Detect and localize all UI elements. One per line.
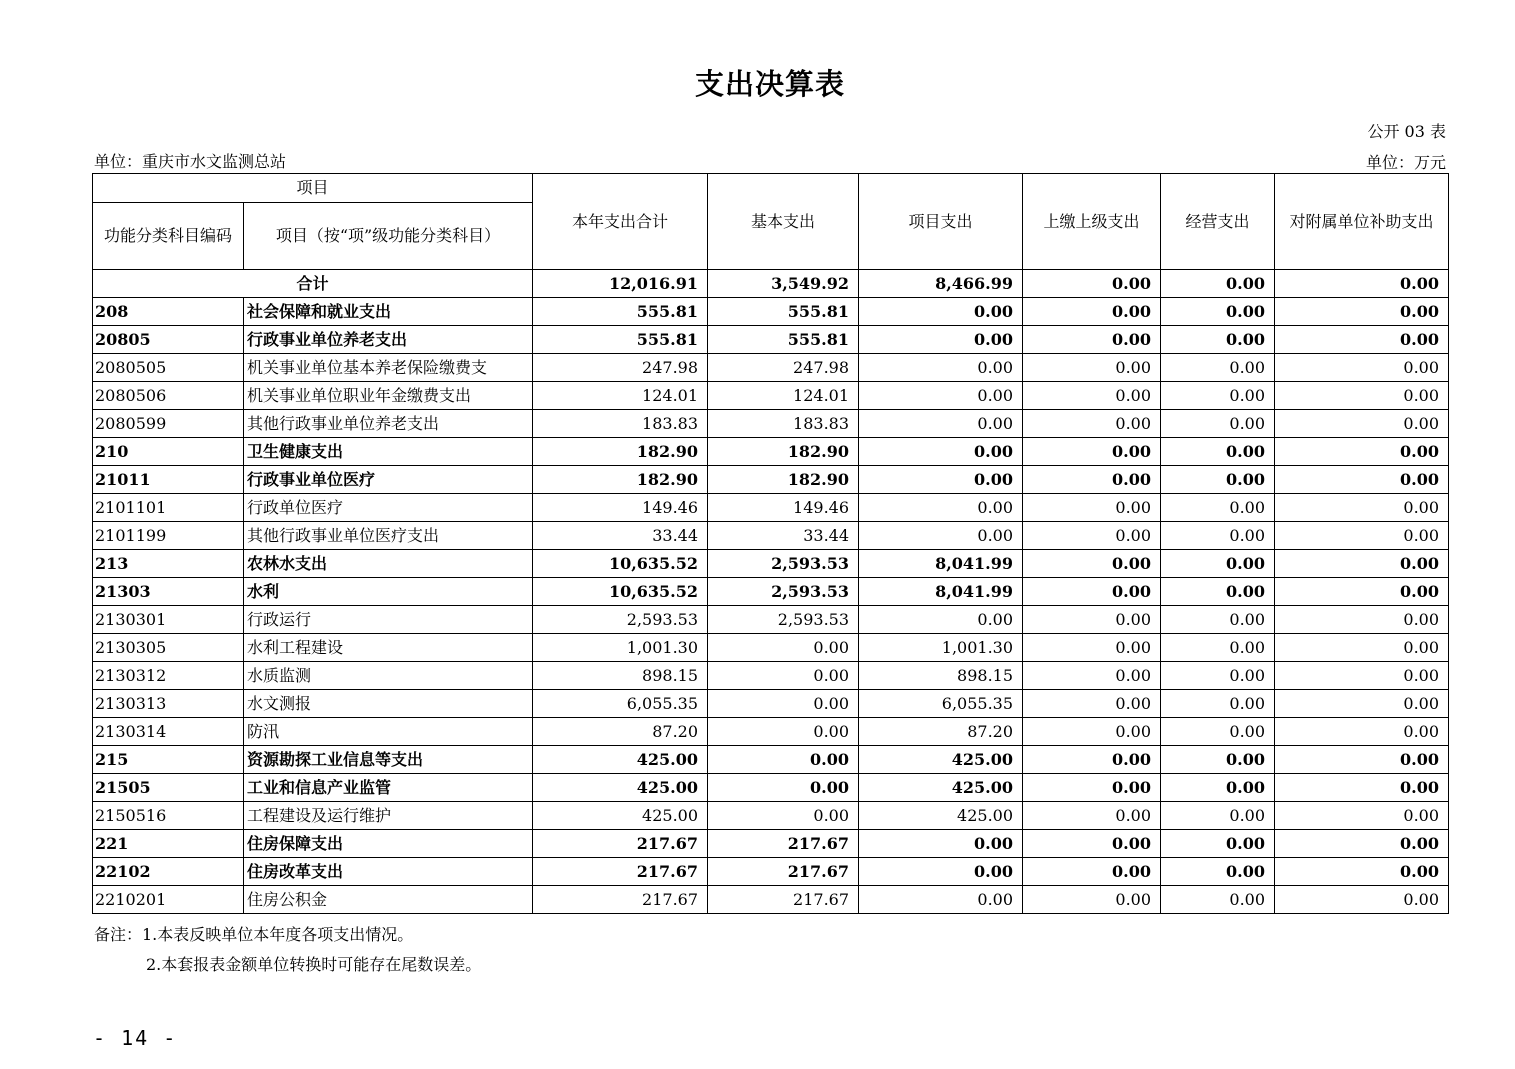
header-basic: 基本支出 bbox=[708, 174, 859, 270]
cell-basic: 0.00 bbox=[708, 774, 859, 802]
cell-total: 217.67 bbox=[533, 858, 708, 886]
cell-total: 555.81 bbox=[533, 298, 708, 326]
cell-code: 221 bbox=[93, 830, 244, 858]
cell-subsidy: 0.00 bbox=[1275, 466, 1449, 494]
total-cell-basic: 3,549.92 bbox=[708, 270, 859, 298]
cell-total: 425.00 bbox=[533, 774, 708, 802]
cell-basic: 183.83 bbox=[708, 410, 859, 438]
cell-basic: 0.00 bbox=[708, 634, 859, 662]
total-cell-subsidy: 0.00 bbox=[1275, 270, 1449, 298]
cell-total: 87.20 bbox=[533, 718, 708, 746]
cell-upper: 0.00 bbox=[1023, 634, 1161, 662]
cell-business: 0.00 bbox=[1161, 354, 1275, 382]
cell-basic: 124.01 bbox=[708, 382, 859, 410]
cell-total: 425.00 bbox=[533, 746, 708, 774]
cell-basic: 2,593.53 bbox=[708, 578, 859, 606]
cell-name: 工业和信息产业监管 bbox=[244, 774, 533, 802]
cell-total: 555.81 bbox=[533, 326, 708, 354]
header-project-expense: 项目支出 bbox=[859, 174, 1023, 270]
cell-upper: 0.00 bbox=[1023, 354, 1161, 382]
cell-business: 0.00 bbox=[1161, 634, 1275, 662]
cell-project-exp: 898.15 bbox=[859, 662, 1023, 690]
table-row bbox=[93, 410, 1449, 438]
cell-business: 0.00 bbox=[1161, 410, 1275, 438]
cell-business: 0.00 bbox=[1161, 494, 1275, 522]
cell-name: 住房改革支出 bbox=[244, 858, 533, 886]
cell-code: 2130305 bbox=[93, 634, 244, 662]
cell-code: 2130313 bbox=[93, 690, 244, 718]
page-number: - 14 - bbox=[93, 1026, 178, 1050]
cell-subsidy: 0.00 bbox=[1275, 634, 1449, 662]
cell-code: 21505 bbox=[93, 774, 244, 802]
cell-basic: 217.67 bbox=[708, 886, 859, 914]
cell-business: 0.00 bbox=[1161, 522, 1275, 550]
cell-upper: 0.00 bbox=[1023, 886, 1161, 914]
cell-subsidy: 0.00 bbox=[1275, 830, 1449, 858]
cell-basic: 182.90 bbox=[708, 438, 859, 466]
cell-project-exp: 0.00 bbox=[859, 886, 1023, 914]
cell-basic: 0.00 bbox=[708, 746, 859, 774]
cell-business: 0.00 bbox=[1161, 662, 1275, 690]
page-title: 支出决算表 bbox=[694, 67, 845, 101]
cell-subsidy: 0.00 bbox=[1275, 326, 1449, 354]
cell-total: 898.15 bbox=[533, 662, 708, 690]
note-line-2: 2.本套报表金额单位转换时可能存在尾数误差。 bbox=[146, 955, 482, 974]
cell-subsidy: 0.00 bbox=[1275, 382, 1449, 410]
cell-name: 行政事业单位养老支出 bbox=[244, 326, 533, 354]
cell-name: 机关事业单位职业年金缴费支出 bbox=[244, 382, 533, 410]
cell-business: 0.00 bbox=[1161, 382, 1275, 410]
header-business: 经营支出 bbox=[1161, 174, 1275, 270]
table-row bbox=[93, 774, 1449, 802]
cell-name: 住房公积金 bbox=[244, 886, 533, 914]
cell-business: 0.00 bbox=[1161, 438, 1275, 466]
total-cell-project: 8,466.99 bbox=[859, 270, 1023, 298]
cell-total: 10,635.52 bbox=[533, 550, 708, 578]
cell-project-exp: 0.00 bbox=[859, 830, 1023, 858]
cell-project-exp: 0.00 bbox=[859, 466, 1023, 494]
cell-project-exp: 8,041.99 bbox=[859, 550, 1023, 578]
cell-name: 防汛 bbox=[244, 718, 533, 746]
cell-name: 机关事业单位基本养老保险缴费支 bbox=[244, 354, 533, 382]
cell-business: 0.00 bbox=[1161, 298, 1275, 326]
cell-project-exp: 425.00 bbox=[859, 746, 1023, 774]
table-row bbox=[93, 466, 1449, 494]
cell-code: 21011 bbox=[93, 466, 244, 494]
table-row bbox=[93, 522, 1449, 550]
table-row bbox=[93, 830, 1449, 858]
total-label: 合计 bbox=[93, 270, 533, 298]
expenditure-table bbox=[92, 173, 1449, 914]
table-row bbox=[93, 354, 1449, 382]
cell-upper: 0.00 bbox=[1023, 410, 1161, 438]
cell-total: 183.83 bbox=[533, 410, 708, 438]
cell-project-exp: 8,041.99 bbox=[859, 578, 1023, 606]
cell-upper: 0.00 bbox=[1023, 746, 1161, 774]
cell-code: 2210201 bbox=[93, 886, 244, 914]
cell-basic: 247.98 bbox=[708, 354, 859, 382]
cell-total: 217.67 bbox=[533, 830, 708, 858]
cell-project-exp: 6,055.35 bbox=[859, 690, 1023, 718]
cell-total: 33.44 bbox=[533, 522, 708, 550]
cell-basic: 555.81 bbox=[708, 326, 859, 354]
cell-basic: 149.46 bbox=[708, 494, 859, 522]
table-row bbox=[93, 858, 1449, 886]
cell-business: 0.00 bbox=[1161, 774, 1275, 802]
cell-code: 2101101 bbox=[93, 494, 244, 522]
cell-project-exp: 0.00 bbox=[859, 354, 1023, 382]
cell-upper: 0.00 bbox=[1023, 858, 1161, 886]
table-row bbox=[93, 690, 1449, 718]
cell-total: 425.00 bbox=[533, 802, 708, 830]
table-row bbox=[93, 746, 1449, 774]
table-row bbox=[93, 662, 1449, 690]
cell-name: 其他行政事业单位医疗支出 bbox=[244, 522, 533, 550]
cell-upper: 0.00 bbox=[1023, 466, 1161, 494]
cell-business: 0.00 bbox=[1161, 886, 1275, 914]
cell-basic: 0.00 bbox=[708, 690, 859, 718]
cell-total: 217.67 bbox=[533, 886, 708, 914]
cell-project-exp: 87.20 bbox=[859, 718, 1023, 746]
cell-upper: 0.00 bbox=[1023, 550, 1161, 578]
header-subsidy: 对附属单位补助支出 bbox=[1275, 174, 1449, 270]
cell-subsidy: 0.00 bbox=[1275, 550, 1449, 578]
cell-upper: 0.00 bbox=[1023, 718, 1161, 746]
unit-organization: 单位：重庆市水文监测总站 bbox=[94, 152, 287, 171]
total-cell-total: 12,016.91 bbox=[533, 270, 708, 298]
cell-project-exp: 425.00 bbox=[859, 774, 1023, 802]
cell-project-exp: 0.00 bbox=[859, 522, 1023, 550]
cell-total: 10,635.52 bbox=[533, 578, 708, 606]
cell-business: 0.00 bbox=[1161, 466, 1275, 494]
cell-business: 0.00 bbox=[1161, 606, 1275, 634]
cell-name: 水利 bbox=[244, 578, 533, 606]
cell-name: 农林水支出 bbox=[244, 550, 533, 578]
cell-name: 行政事业单位医疗 bbox=[244, 466, 533, 494]
cell-name: 工程建设及运行维护 bbox=[244, 802, 533, 830]
table-row bbox=[93, 578, 1449, 606]
cell-upper: 0.00 bbox=[1023, 830, 1161, 858]
cell-basic: 182.90 bbox=[708, 466, 859, 494]
cell-basic: 0.00 bbox=[708, 802, 859, 830]
cell-name: 卫生健康支出 bbox=[244, 438, 533, 466]
cell-project-exp: 0.00 bbox=[859, 298, 1023, 326]
cell-basic: 2,593.53 bbox=[708, 550, 859, 578]
cell-basic: 0.00 bbox=[708, 662, 859, 690]
cell-code: 215 bbox=[93, 746, 244, 774]
cell-subsidy: 0.00 bbox=[1275, 746, 1449, 774]
cell-name: 行政单位医疗 bbox=[244, 494, 533, 522]
cell-subsidy: 0.00 bbox=[1275, 690, 1449, 718]
cell-subsidy: 0.00 bbox=[1275, 774, 1449, 802]
cell-code: 20805 bbox=[93, 326, 244, 354]
cell-name: 社会保障和就业支出 bbox=[244, 298, 533, 326]
cell-name: 水质监测 bbox=[244, 662, 533, 690]
cell-code: 2150516 bbox=[93, 802, 244, 830]
total-cell-upper: 0.00 bbox=[1023, 270, 1161, 298]
cell-code: 2101199 bbox=[93, 522, 244, 550]
cell-total: 247.98 bbox=[533, 354, 708, 382]
cell-subsidy: 0.00 bbox=[1275, 494, 1449, 522]
cell-upper: 0.00 bbox=[1023, 690, 1161, 718]
cell-subsidy: 0.00 bbox=[1275, 438, 1449, 466]
cell-total: 182.90 bbox=[533, 438, 708, 466]
cell-business: 0.00 bbox=[1161, 802, 1275, 830]
header-upper: 上缴上级支出 bbox=[1023, 174, 1161, 270]
cell-total: 149.46 bbox=[533, 494, 708, 522]
cell-business: 0.00 bbox=[1161, 550, 1275, 578]
cell-code: 2130314 bbox=[93, 718, 244, 746]
cell-basic: 217.67 bbox=[708, 858, 859, 886]
cell-upper: 0.00 bbox=[1023, 774, 1161, 802]
cell-business: 0.00 bbox=[1161, 830, 1275, 858]
cell-total: 2,593.53 bbox=[533, 606, 708, 634]
header-name: 项目（按“项”级功能分类科目） bbox=[244, 203, 533, 270]
cell-name: 资源勘探工业信息等支出 bbox=[244, 746, 533, 774]
cell-upper: 0.00 bbox=[1023, 662, 1161, 690]
cell-business: 0.00 bbox=[1161, 326, 1275, 354]
cell-name: 住房保障支出 bbox=[244, 830, 533, 858]
cell-subsidy: 0.00 bbox=[1275, 606, 1449, 634]
cell-business: 0.00 bbox=[1161, 690, 1275, 718]
cell-total: 6,055.35 bbox=[533, 690, 708, 718]
cell-name: 行政运行 bbox=[244, 606, 533, 634]
table-row bbox=[93, 718, 1449, 746]
notes bbox=[94, 920, 481, 980]
cell-subsidy: 0.00 bbox=[1275, 578, 1449, 606]
cell-business: 0.00 bbox=[1161, 578, 1275, 606]
cell-upper: 0.00 bbox=[1023, 606, 1161, 634]
header-code: 功能分类科目编码 bbox=[93, 203, 244, 270]
table-row bbox=[93, 298, 1449, 326]
header-row-top bbox=[93, 174, 1449, 203]
header-total: 本年支出合计 bbox=[533, 174, 708, 270]
table-row bbox=[93, 606, 1449, 634]
cell-total: 182.90 bbox=[533, 466, 708, 494]
cell-business: 0.00 bbox=[1161, 746, 1275, 774]
cell-business: 0.00 bbox=[1161, 718, 1275, 746]
table-row bbox=[93, 494, 1449, 522]
cell-subsidy: 0.00 bbox=[1275, 522, 1449, 550]
cell-upper: 0.00 bbox=[1023, 438, 1161, 466]
cell-subsidy: 0.00 bbox=[1275, 662, 1449, 690]
cell-subsidy: 0.00 bbox=[1275, 410, 1449, 438]
cell-total: 124.01 bbox=[533, 382, 708, 410]
table-row bbox=[93, 886, 1449, 914]
cell-total: 1,001.30 bbox=[533, 634, 708, 662]
cell-name: 其他行政事业单位养老支出 bbox=[244, 410, 533, 438]
total-cell-business: 0.00 bbox=[1161, 270, 1275, 298]
table-row bbox=[93, 438, 1449, 466]
total-row bbox=[93, 270, 1449, 298]
cell-subsidy: 0.00 bbox=[1275, 354, 1449, 382]
cell-project-exp: 0.00 bbox=[859, 410, 1023, 438]
cell-basic: 0.00 bbox=[708, 718, 859, 746]
form-number: 公开 03 表 bbox=[1367, 122, 1446, 141]
cell-project-exp: 0.00 bbox=[859, 326, 1023, 354]
cell-upper: 0.00 bbox=[1023, 522, 1161, 550]
cell-basic: 2,593.53 bbox=[708, 606, 859, 634]
cell-basic: 555.81 bbox=[708, 298, 859, 326]
cell-code: 210 bbox=[93, 438, 244, 466]
cell-project-exp: 0.00 bbox=[859, 494, 1023, 522]
cell-upper: 0.00 bbox=[1023, 494, 1161, 522]
table-row bbox=[93, 802, 1449, 830]
header-project: 项目 bbox=[93, 174, 533, 203]
cell-code: 2130301 bbox=[93, 606, 244, 634]
cell-project-exp: 1,001.30 bbox=[859, 634, 1023, 662]
note-line-1: 备注：1.本表反映单位本年度各项支出情况。 bbox=[94, 925, 414, 944]
cell-name: 水利工程建设 bbox=[244, 634, 533, 662]
cell-code: 2080599 bbox=[93, 410, 244, 438]
cell-basic: 217.67 bbox=[708, 830, 859, 858]
cell-subsidy: 0.00 bbox=[1275, 718, 1449, 746]
cell-subsidy: 0.00 bbox=[1275, 802, 1449, 830]
cell-project-exp: 0.00 bbox=[859, 858, 1023, 886]
cell-basic: 33.44 bbox=[708, 522, 859, 550]
cell-code: 21303 bbox=[93, 578, 244, 606]
cell-project-exp: 0.00 bbox=[859, 606, 1023, 634]
table-row bbox=[93, 550, 1449, 578]
cell-project-exp: 0.00 bbox=[859, 382, 1023, 410]
cell-subsidy: 0.00 bbox=[1275, 298, 1449, 326]
cell-code: 2130312 bbox=[93, 662, 244, 690]
cell-code: 2080505 bbox=[93, 354, 244, 382]
cell-code: 213 bbox=[93, 550, 244, 578]
cell-subsidy: 0.00 bbox=[1275, 858, 1449, 886]
table-row bbox=[93, 326, 1449, 354]
cell-name: 水文测报 bbox=[244, 690, 533, 718]
cell-subsidy: 0.00 bbox=[1275, 886, 1449, 914]
cell-upper: 0.00 bbox=[1023, 578, 1161, 606]
cell-business: 0.00 bbox=[1161, 858, 1275, 886]
table-row bbox=[93, 634, 1449, 662]
cell-code: 2080506 bbox=[93, 382, 244, 410]
cell-upper: 0.00 bbox=[1023, 326, 1161, 354]
cell-code: 22102 bbox=[93, 858, 244, 886]
cell-upper: 0.00 bbox=[1023, 382, 1161, 410]
cell-project-exp: 425.00 bbox=[859, 802, 1023, 830]
unit-currency: 单位：万元 bbox=[1365, 153, 1446, 172]
cell-project-exp: 0.00 bbox=[859, 438, 1023, 466]
cell-code: 208 bbox=[93, 298, 244, 326]
table-row bbox=[93, 382, 1449, 410]
cell-upper: 0.00 bbox=[1023, 802, 1161, 830]
cell-upper: 0.00 bbox=[1023, 298, 1161, 326]
